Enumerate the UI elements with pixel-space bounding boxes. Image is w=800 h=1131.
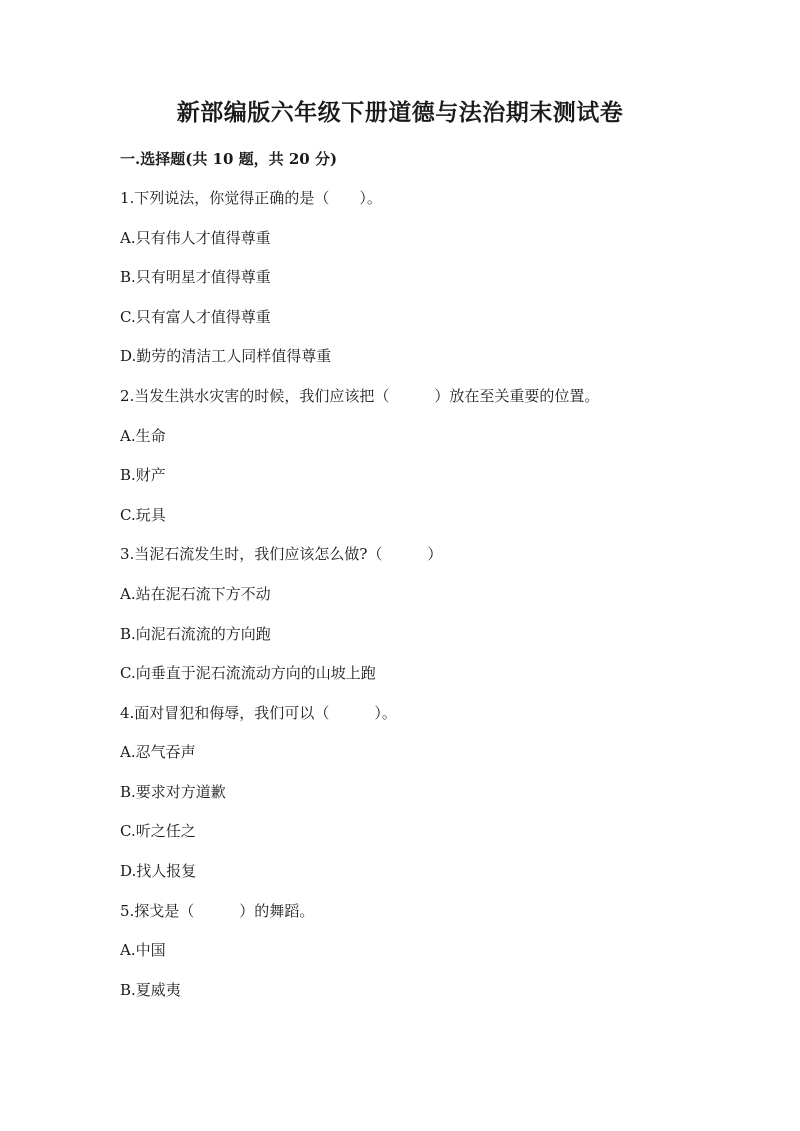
question-1-option-d: D.勤劳的清洁工人同样值得尊重: [120, 347, 332, 365]
question-3-stem: 3.当泥石流发生时，我们应该怎么做?（ ）: [120, 545, 443, 563]
question-4-option-c: C.听之任之: [120, 822, 196, 840]
section-heading: 一.选择题(共 10 题，共 20 分): [120, 150, 338, 168]
question-2-option-a: A.生命: [120, 427, 166, 445]
question-1-stem: 1.下列说法，你觉得正确的是（ ）。: [120, 189, 382, 207]
exam-title: 新部编版六年级下册道德与法治期末测试卷: [176, 99, 624, 126]
question-5-option-a: A.中国: [120, 941, 166, 959]
question-5-option-b: B.夏威夷: [120, 981, 181, 999]
question-2-option-c: C.玩具: [120, 506, 166, 524]
question-4-option-a: A.忍气吞声: [120, 743, 196, 761]
question-1-option-a: A.只有伟人才值得尊重: [120, 229, 271, 247]
question-3-option-b: B.向泥石流流的方向跑: [120, 625, 271, 643]
question-1-option-b: B.只有明星才值得尊重: [120, 268, 271, 286]
question-3-option-c: C.向垂直于泥石流流动方向的山坡上跑: [120, 664, 376, 682]
question-4-option-d: D.找人报复: [120, 862, 197, 880]
question-2-option-b: B.财产: [120, 466, 166, 484]
question-5-stem: 5.探戈是（ ）的舞蹈。: [120, 902, 315, 920]
question-2-stem: 2.当发生洪水灾害的时候，我们应该把（ ）放在至关重要的位置。: [120, 387, 600, 405]
question-3-option-a: A.站在泥石流下方不动: [120, 585, 271, 603]
question-4-option-b: B.要求对方道歉: [120, 783, 226, 801]
question-1-option-c: C.只有富人才值得尊重: [120, 308, 271, 326]
question-4-stem: 4.面对冒犯和侮辱，我们可以（ ）。: [120, 704, 397, 722]
